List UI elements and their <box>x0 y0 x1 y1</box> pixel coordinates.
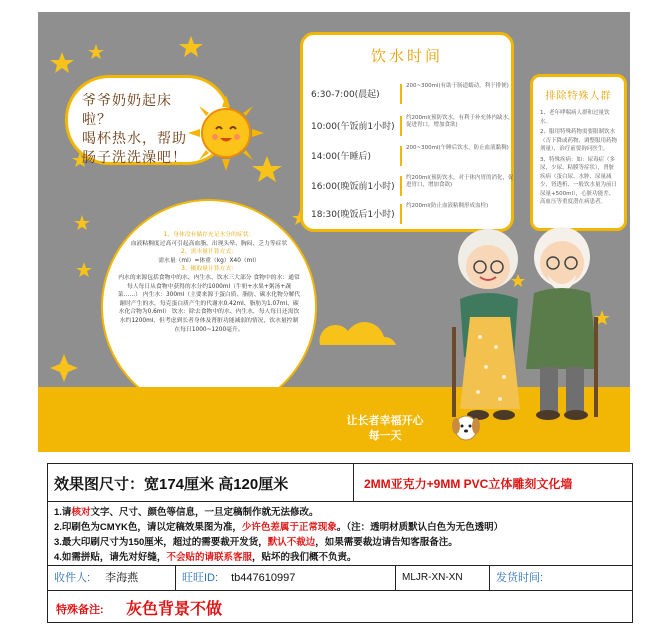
star-icon <box>50 52 74 73</box>
slogan-line: 每一天 <box>368 429 402 442</box>
wall-design-board <box>38 12 630 452</box>
info-heading: 2、需水量计算方式： <box>181 249 237 256</box>
water-info-text <box>117 231 301 334</box>
schedule-time: 18:30(晚饭后1小时) <box>311 210 395 220</box>
wangwang-cell <box>176 566 396 590</box>
wangwang-value: tb447610997 <box>231 572 296 584</box>
row-divider <box>400 116 402 136</box>
ship-time-cell: 发货时间: <box>496 572 544 584</box>
schedule-title: 饮水时间 <box>370 47 443 65</box>
note-highlight: 默认不裁边 <box>267 537 316 548</box>
note-text: 4.如需拼贴，请先对好缝， <box>54 552 167 563</box>
star-icon <box>74 215 90 230</box>
note-text: 。（注：透明材质默认白色为无色透明） <box>336 522 504 533</box>
note-text: 3.最大印刷尺寸为150厘米，超过的需要裁开发货， <box>54 537 268 548</box>
schedule-desc: 约200ml(预防饮水，对于体内胃的消化，促进胃口，增加食欲) <box>406 175 514 188</box>
row-divider <box>400 146 402 166</box>
material-label: 2MM亚克力+9MM PVC立体雕刻文化墙 <box>364 477 573 491</box>
slogan-line: 让长者幸福开心 <box>346 414 424 427</box>
row-divider <box>400 176 402 196</box>
recipient-cell <box>48 566 176 590</box>
schedule-desc: 约200ml(预防饮水，有利于补充体内缺水，促进胃口，增加食欲) <box>406 115 514 128</box>
slogan-text <box>330 413 440 443</box>
schedule-desc: 约200ml(防止血液粘稠形成血栓) <box>406 203 489 209</box>
special-text <box>540 109 618 207</box>
greeting-line: 肠子洗洗澡吧！ <box>82 150 187 166</box>
spec-row <box>48 464 632 502</box>
special-title: 排除特殊人群 <box>545 91 612 102</box>
note-item <box>54 505 503 520</box>
special-line: 3、特殊疾病：如：尿毒症（多尿，少尿、粘膜等症状），肾脏疾病（蛋白尿、水肿、尿量减少、肾透析、一般饮水量为前日尿量+500ml），心脏功能差、高血压等重度潜在病患者。 <box>540 156 618 205</box>
greeting-text <box>82 92 192 168</box>
note-text: 1.请 <box>54 507 72 518</box>
special-line: 1、老年哮喘病人群和过量饮水。 <box>540 110 610 125</box>
drinking-schedule-panel <box>300 32 514 232</box>
schedule-time: 16:00(晚饭前1小时) <box>311 182 395 192</box>
sun-icon <box>188 95 264 171</box>
info-paragraph: 内水的来源包括食物中的水、内生水、饮水三大部分 食物中的水：通常每人每日从食物中获得的水分约1000ml（牛奶+水果+粥汤+蔬菜……） 内生水：300ml（主要来源于蛋白质、脂肪、碳水化物分解代谢时产生的水，每克蛋白质产生的代谢水0.42ml、脂肪为1.07ml、碳水化合物为0.6ml） 饮水：除去食物中的水、内生水，每人每日还需饮水约1200ml，但考虑到长者身体及肾脏功能减弱的情况，饮水量控制在每日1000~1200毫升。 <box>117 274 301 333</box>
schedule-desc: 200~300ml(午睡后饮水，防止血液黏稠) <box>406 145 509 151</box>
size-label: 效果图尺寸：宽174厘米 高120厘米 <box>54 476 289 493</box>
cloud-decoration <box>319 322 396 345</box>
star-icon <box>88 44 104 59</box>
greeting-line: 喝杯热水，帮助 <box>82 131 187 147</box>
schedule-row <box>309 175 514 197</box>
water-info-circle <box>101 199 317 415</box>
note-text: 2.印刷色为CMYK色，请以定稿效果图为准， <box>54 522 242 533</box>
divider <box>353 464 354 501</box>
schedule-row <box>309 115 514 137</box>
star-icon <box>50 354 78 382</box>
notes-list <box>54 505 503 565</box>
note-highlight: 不会贴的请联系客服 <box>166 552 252 563</box>
note-text: 文字、尺寸、颜色等信息，一旦定稿制作就无法修改。 <box>90 507 319 518</box>
code-cell: MLJR-XN-XN <box>396 566 490 590</box>
note-highlight: 少许色差属于正常现象 <box>241 522 337 533</box>
star-icon <box>179 36 203 57</box>
star-icon <box>76 262 92 277</box>
wangwang-label: 旺旺ID: <box>182 572 219 584</box>
note-item <box>54 550 503 565</box>
schedule-time: 14:00(午睡后) <box>311 152 371 162</box>
info-heading: 3、摄取量计算方式： <box>181 266 237 273</box>
note-text: ，如果需要裁边请告知客服备注。 <box>315 537 458 548</box>
info-paragraph: 血液粘稠度过高可引起高血脂，出现头晕、胸闷、乏力等症状 <box>130 240 288 247</box>
schedule-time: 6:30-7:00(晨起) <box>311 90 380 100</box>
greeting-line: 爷爷奶奶起床啦？ <box>82 93 172 128</box>
order-info-panel <box>47 463 633 623</box>
schedule-time: 10:00(午饭前1小时) <box>311 122 395 132</box>
info-heading: 1、身体没有储存充足水分的症状： <box>163 232 255 238</box>
remark-value: 灰色背景不做 <box>126 601 223 618</box>
row-divider <box>400 204 402 224</box>
row-divider <box>400 84 402 104</box>
schedule-row <box>309 145 507 167</box>
special-line: 2、服用特殊药物需要限制饮水（否下降或药物、调整服用药物剂量），治疗前要询问医生。 <box>540 129 618 152</box>
note-highlight: 核对 <box>71 507 91 518</box>
remark-label: 特殊备注: <box>56 604 104 616</box>
puppy-icon <box>452 412 480 442</box>
recipient-value: 李海燕 <box>105 572 139 584</box>
info-paragraph: 需水量（ml）=体重（kg）X40（ml） <box>158 257 260 264</box>
schedule-desc: 200~300ml(有助于肠道蠕动，利于排便) <box>406 83 509 89</box>
note-text: ，贴坏的我们概不负责。 <box>251 552 357 563</box>
recipient-label: 收件人: <box>54 572 91 584</box>
schedule-row <box>309 83 507 105</box>
elderly-couple-illustration <box>430 207 615 432</box>
shipping-row <box>48 565 632 591</box>
note-item <box>54 520 503 535</box>
note-item <box>54 535 503 550</box>
